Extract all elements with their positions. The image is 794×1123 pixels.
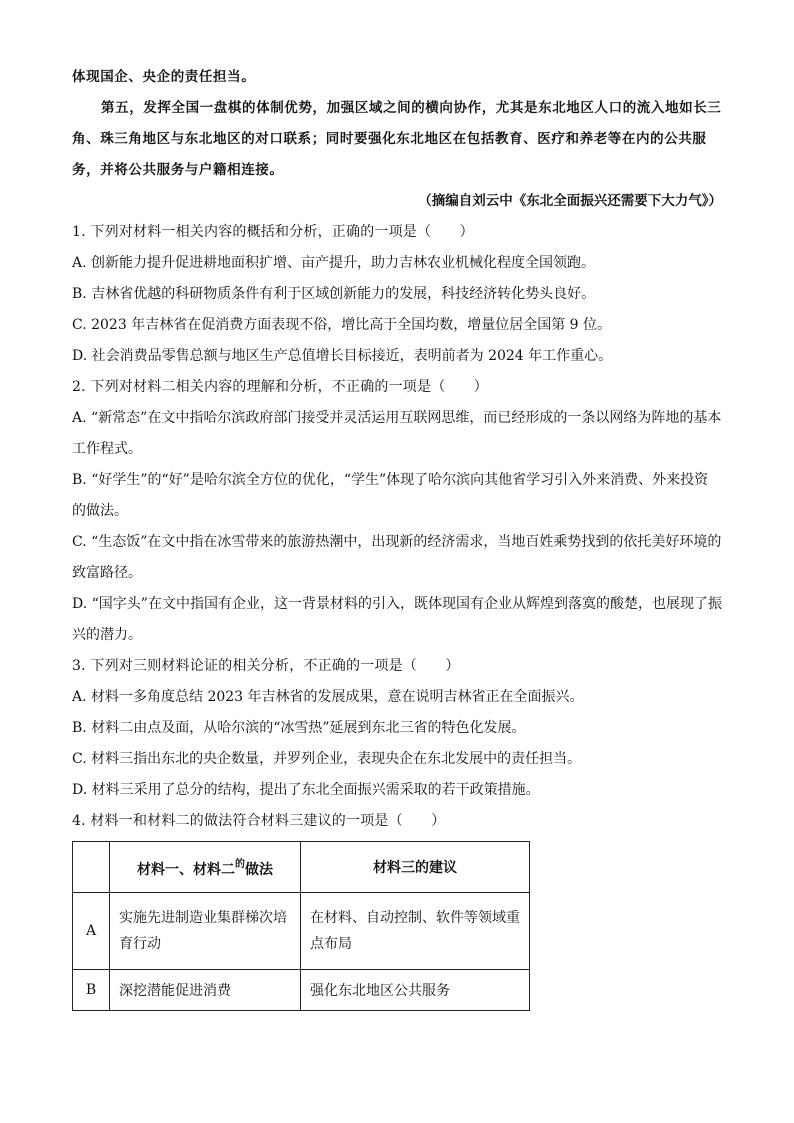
header-practice-text: 材料一、材料二 (137, 862, 235, 878)
question-stem: 1. 下列对材料一相关内容的概括和分析，正确的一项是（ ） (72, 224, 474, 240)
option-b[interactable]: B. “好学生”的“好”是哈尔滨全方位的优化，“学生”体现了哈尔滨向其他省学习引入外来消费、外来投资的做法。 (72, 472, 709, 519)
option-c[interactable]: C. “生态饭”在文中指在冰雪带来的旅游热潮中，出现新的经济需求，当地百姓乘势找到的依托美好环境的致富路径。 (72, 534, 722, 581)
table-row[interactable] (73, 893, 530, 970)
passage-paragraph-5: 第五，发挥全国一盘棋的体制优势，加强区域之间的横向协作，尤其是东北地区人口的流入地如长三角、珠三角地区与东北地区的对口联系；同时要强化东北地区在包括教育、医疗和养老等在内的公共服务，并将公共服务与户籍相连接。 (72, 100, 722, 178)
page-content (72, 62, 722, 1011)
row-suggestion: 在材料、自动控制、软件等领域重点布局 (301, 893, 530, 970)
question-3 (72, 651, 722, 806)
option-a[interactable]: A. 材料一多角度总结 2023 年吉林省的发展成果，意在说明吉林省正在全面振兴。 (72, 689, 584, 705)
row-suggestion: 强化东北地区公共服务 (301, 970, 530, 1011)
option-d[interactable]: D. “国字头”在文中指国有企业，这一背景材料的引入，既体现国有企业从辉煌到落寞的酸楚，也展现了振兴的潜力。 (72, 596, 722, 643)
passage-line-1: 体现国企、央企的责任担当。 (72, 69, 256, 85)
row-key: B (73, 970, 110, 1011)
question-2 (72, 372, 722, 651)
question-1 (72, 217, 722, 372)
header-practice-text-2: 做法 (245, 862, 273, 878)
option-b[interactable]: B. 材料二由点及面，从哈尔滨的“冰雪热”延展到东北三省的特色化发展。 (72, 720, 526, 736)
row-key: A (73, 893, 110, 970)
header-practice-sup: 的 (235, 859, 245, 870)
passage-source: （摘编自刘云中《东北全面振兴还需要下大力气》） (418, 193, 722, 209)
option-a[interactable]: A. 创新能力提升促进耕地面积扩增、亩产提升，助力吉林农业机械化程度全国领跑。 (72, 255, 596, 271)
question-stem: 3. 下列对三则材料论证的相关分析，不正确的一项是（ ） (72, 658, 460, 674)
table-header-practice (110, 842, 301, 893)
option-d[interactable]: D. 社会消费品零售总额与地区生产总值增长目标接近，表明前者为 2024 年工作重心。 (72, 348, 613, 364)
option-c[interactable]: C. 材料三指出东北的央企数量，并罗列企业，表现央企在东北发展中的责任担当。 (72, 751, 582, 767)
table-header-empty (73, 842, 110, 893)
question-stem: 2. 下列对材料二相关内容的理解和分析，不正确的一项是（ ） (72, 379, 489, 395)
table-header-suggestion: 材料三的建议 (301, 842, 530, 893)
table-row[interactable] (73, 970, 530, 1011)
table-header-row (73, 842, 530, 893)
option-d[interactable]: D. 材料三采用了总分的结构，提出了东北全面振兴需采取的若干政策措施。 (72, 782, 540, 798)
question-4 (72, 806, 722, 1011)
option-c[interactable]: C. 2023 年吉林省在促消费方面表现不俗，增比高于全国均数，增量位居全国第 9 位。 (72, 317, 611, 333)
question-stem: 4. 材料一和材料二的做法符合材料三建议的一项是（ ） (72, 813, 446, 829)
option-b[interactable]: B. 吉林省优越的科研物质条件有利于区域创新能力的发展，科技经济转化势头良好。 (72, 286, 596, 302)
option-a[interactable]: A. “新常态”在文中指哈尔滨政府部门接受并灵活运用互联网思维，而已经形成的一条以网络为阵地的基本工作程式。 (72, 410, 722, 457)
row-practice: 深挖潜能促进消费 (110, 970, 301, 1011)
answer-table (72, 841, 530, 1011)
row-practice: 实施先进制造业集群梯次培育行动 (110, 893, 301, 970)
